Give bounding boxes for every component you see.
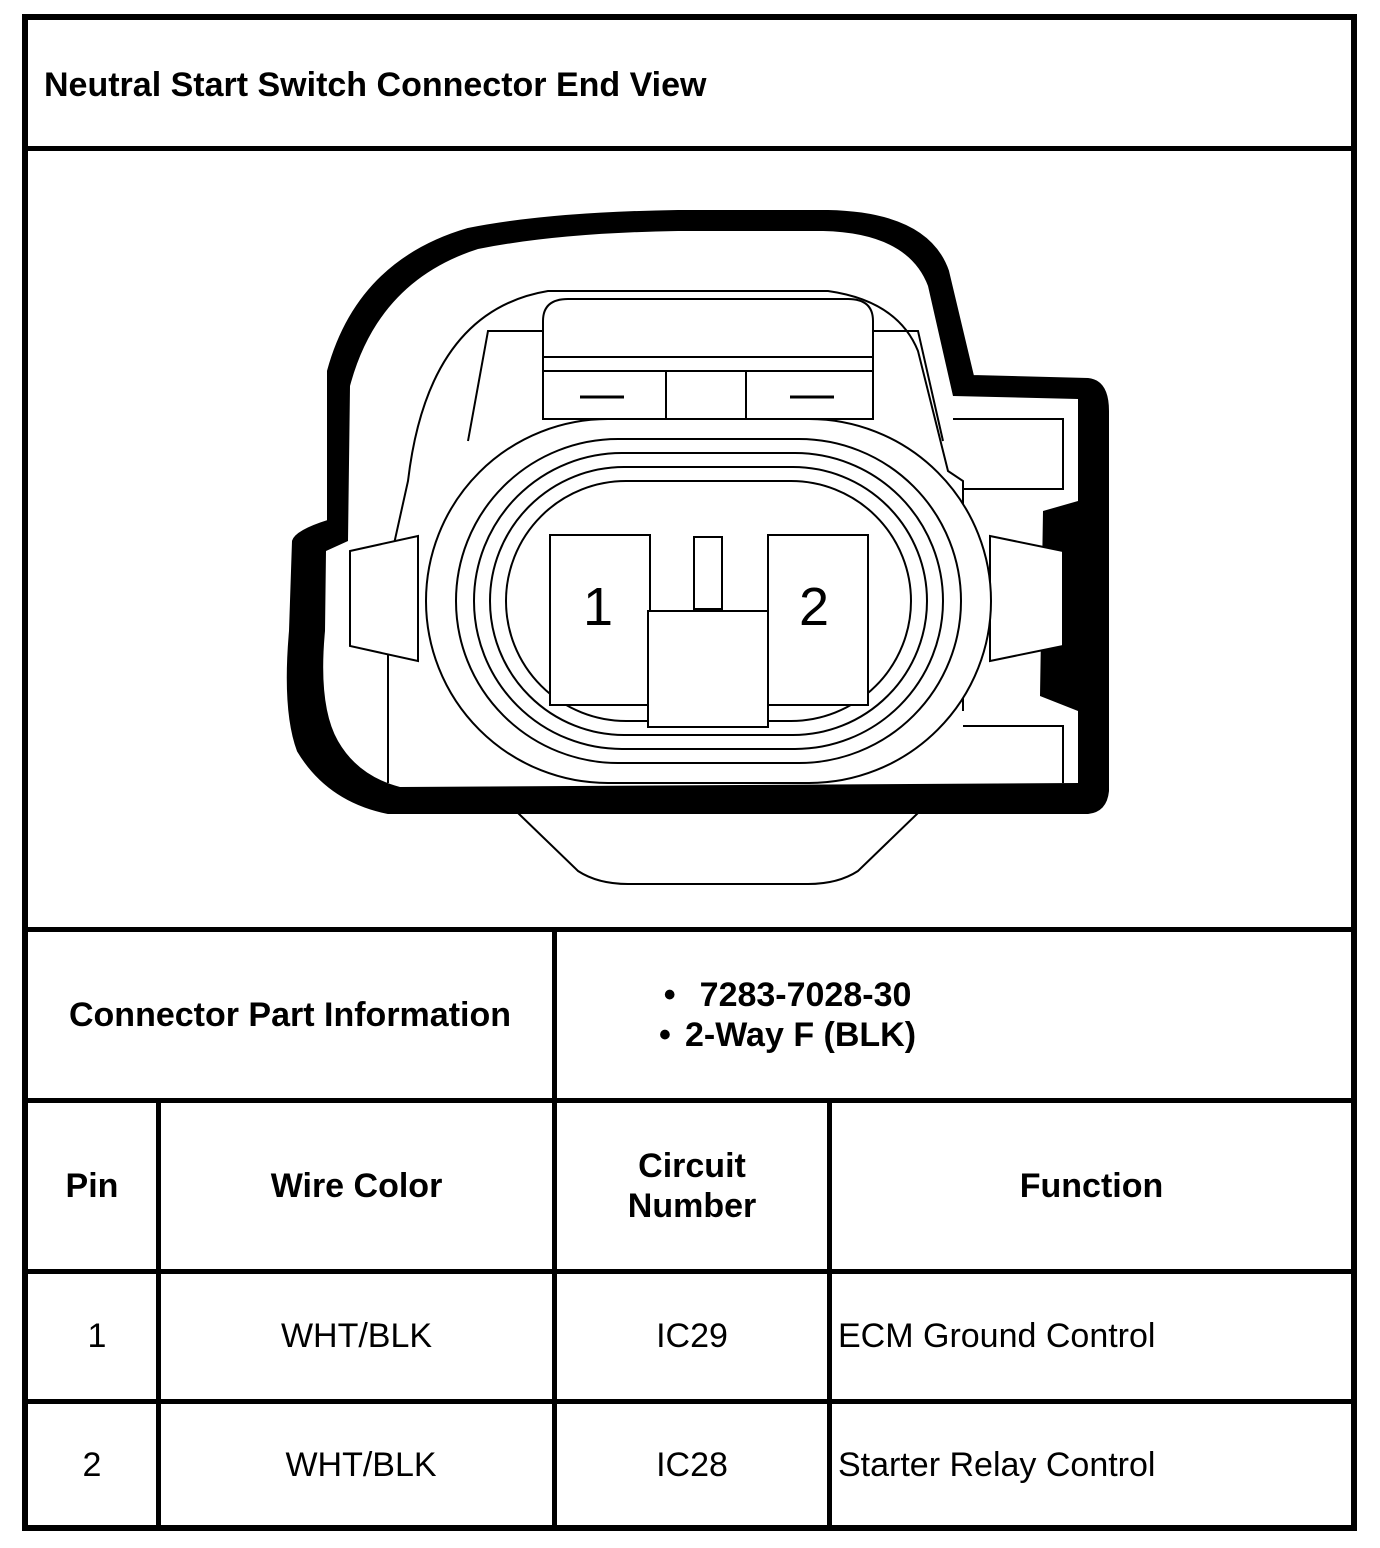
center-key bbox=[648, 611, 768, 727]
bottom-tab bbox=[518, 813, 918, 884]
cavity-label-1: 1 bbox=[582, 577, 614, 637]
latch bbox=[543, 299, 873, 419]
divider bbox=[156, 1103, 161, 1527]
page-title: Neutral Start Switch Connector End View bbox=[44, 66, 707, 104]
row1-wire-color: WHT/BLK bbox=[280, 1317, 433, 1355]
row1-circuit: IC29 bbox=[656, 1317, 728, 1355]
row2-function: Starter Relay Control bbox=[838, 1446, 1156, 1484]
header-wire-color: Wire Color bbox=[270, 1167, 443, 1205]
right-ear bbox=[990, 536, 1063, 661]
key-post bbox=[694, 537, 722, 609]
row1-pin: 1 bbox=[87, 1317, 107, 1355]
header-pin: Pin bbox=[65, 1167, 119, 1205]
row1-function: ECM Ground Control bbox=[838, 1317, 1156, 1355]
header-circuit-line1: Circuit bbox=[638, 1147, 746, 1185]
row2-circuit: IC28 bbox=[656, 1446, 728, 1484]
part-info-values bbox=[557, 932, 1351, 1098]
divider bbox=[552, 1103, 557, 1527]
connector-sheet bbox=[22, 14, 1357, 1531]
cavity-label-2: 2 bbox=[798, 577, 830, 637]
left-ear bbox=[350, 536, 418, 661]
row2-pin: 2 bbox=[82, 1446, 102, 1484]
list-item: • 7283-7028-30 bbox=[663, 976, 912, 1014]
part-info-list bbox=[645, 975, 916, 1055]
header-circuit-number bbox=[557, 1103, 827, 1269]
part-info-label: Connector Part Information bbox=[68, 996, 512, 1034]
row2-wire-color: WHT/BLK bbox=[285, 1446, 437, 1484]
divider bbox=[827, 1103, 832, 1527]
connector-end-view-diagram bbox=[28, 151, 1351, 931]
header-circuit-line2: Number bbox=[627, 1187, 757, 1225]
list-item: • 2-Way F (BLK) bbox=[659, 1016, 917, 1054]
header-function: Function bbox=[1019, 1167, 1164, 1205]
